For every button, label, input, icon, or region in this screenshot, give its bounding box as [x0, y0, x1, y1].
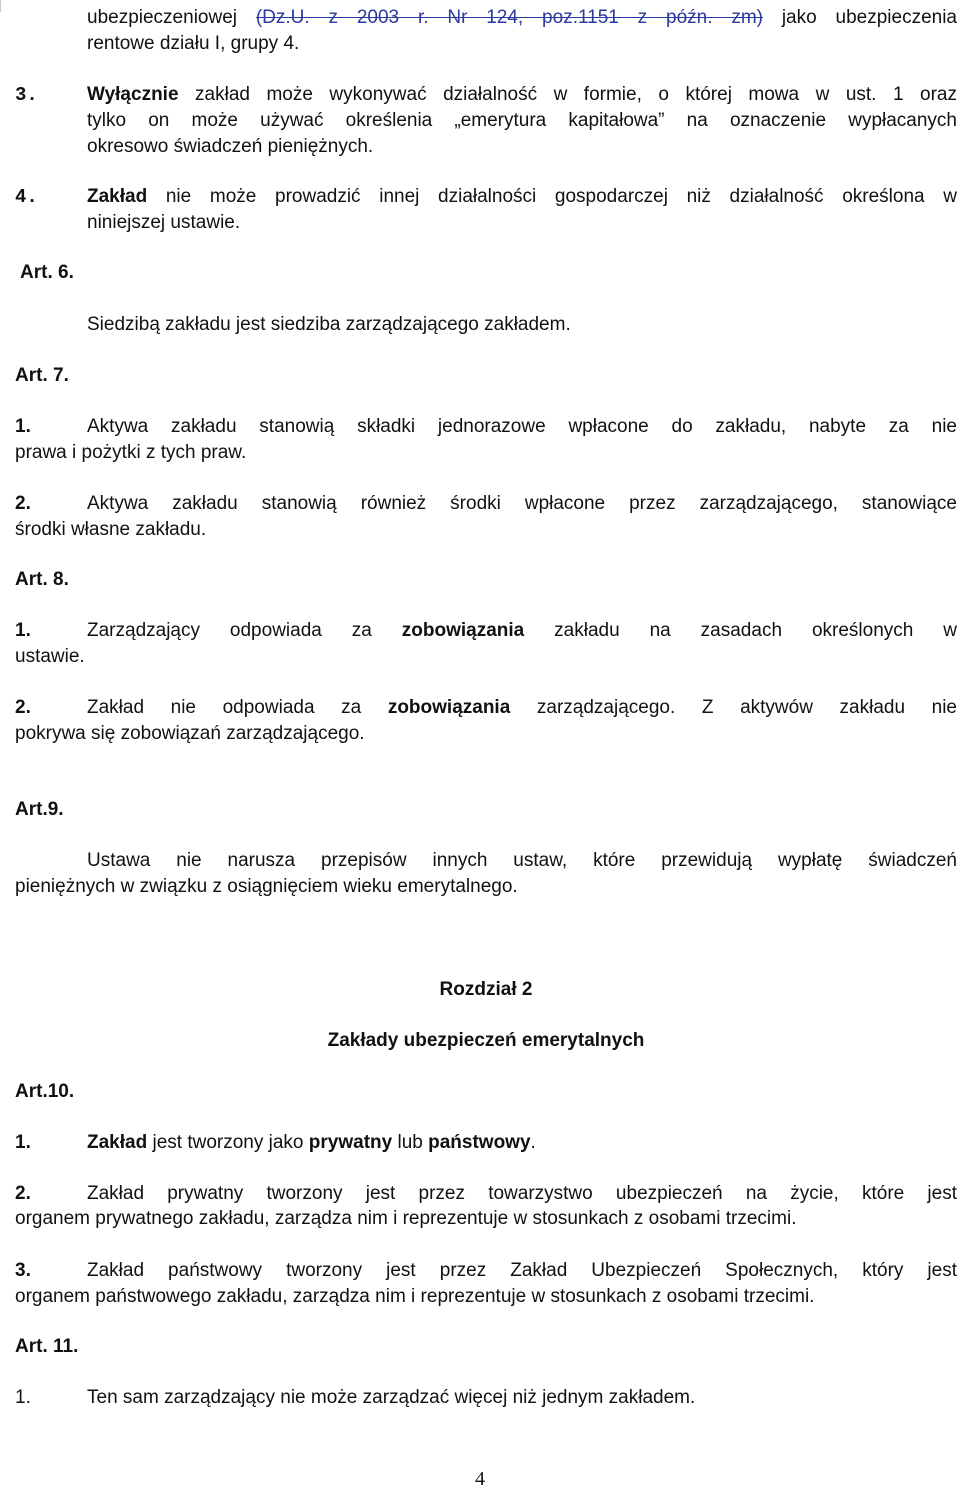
bold-term: zobowiązania — [387, 697, 511, 718]
text: ubezpieczeniowej — [87, 7, 256, 28]
paragraph-line: organem państwowego zakładu, zarządza nim i reprezentuje w stosunkach z osobami trzecimi. — [15, 1286, 815, 1307]
paragraph-line: Ten sam zarządzający nie może zarządzać więcej niż jednym zakładem. — [87, 1387, 696, 1408]
article-heading: Art.9. — [15, 799, 64, 820]
article-heading: Art.10. — [15, 1081, 75, 1102]
item-number: 1. — [15, 1387, 31, 1408]
text: lub — [392, 1132, 429, 1153]
item-number: 2. — [15, 493, 31, 514]
struck-citation: (Dz.U. z 2003 r. Nr 124, poz.1151 z późn. zm) — [255, 7, 763, 28]
item-number: 3. — [15, 1260, 31, 1281]
paragraph-line — [87, 84, 957, 106]
paragraph-line: pieniężnych w związku z osiągnięciem wieku emerytalnego. — [15, 876, 518, 897]
article-heading: Art. 11. — [15, 1336, 79, 1357]
paragraph-line: rentowe działu I, grupy 4. — [87, 33, 300, 54]
text: . — [530, 1132, 536, 1153]
text: Zakład nie odpowiada za — [87, 697, 388, 718]
item-number: 2. — [15, 1183, 31, 1204]
paragraph-line — [87, 697, 957, 719]
text: zakład może wykonywać działalność w formie, o której mowa w ust. 1 oraz — [178, 84, 957, 105]
margin-mark — [0, 0, 1, 12]
paragraph-line: tylko on może używać określenia „emerytura kapitałowa” na oznaczenie wypłacanych — [87, 110, 957, 131]
paragraph-line: środki własne zakładu. — [15, 519, 207, 540]
article-heading: Art. 8. — [15, 569, 69, 590]
item-number: 2. — [15, 697, 31, 718]
item-number: 3. — [15, 84, 38, 106]
paragraph-line — [87, 620, 957, 642]
paragraph-line: pokrywa się zobowiązań zarządzającego. — [15, 723, 365, 744]
paragraph-line: okresowo świadczeń pieniężnych. — [87, 136, 374, 157]
bold-term: zobowiązania — [401, 620, 525, 641]
paragraph-line: Aktywa zakładu stanowią również środki wpłacone przez zarządzającego, stanowiące — [87, 493, 957, 514]
paragraph-line: Zakład prywatny tworzony jest przez towarzystwo ubezpieczeń na życie, które jest — [87, 1183, 957, 1204]
paragraph-line — [87, 186, 957, 208]
text: jako ubezpieczenia — [762, 7, 957, 28]
chapter-heading: Rozdział 2 — [439, 979, 533, 1000]
paragraph-line: Aktywa zakładu stanowią składki jednorazowe wpłacone do zakładu, nabyte za nie — [87, 416, 957, 437]
item-number: 4. — [15, 186, 38, 208]
text: Zarządzający odpowiada za — [87, 620, 402, 641]
paragraph-line: Siedzibą zakładu jest siedziba zarządzającego zakładem. — [87, 314, 571, 335]
paragraph-line: Ustawa nie narusza przepisów innych ustaw, które przewidują wypłatę świadczeń — [87, 850, 957, 871]
text: zakładu na zasadach określonych w — [524, 620, 957, 641]
paragraph-line: prawa i pożytki z tych praw. — [15, 442, 247, 463]
bold-term: Zakład — [87, 186, 148, 207]
text: jest tworzony jako — [147, 1132, 309, 1153]
bold-term: Zakład — [87, 1132, 148, 1153]
paragraph-line: ustawie. — [15, 646, 85, 667]
item-number: 1. — [15, 1132, 31, 1153]
bold-term: Wyłącznie — [87, 84, 179, 105]
bold-term: prywatny — [308, 1132, 393, 1153]
text: zarządzającego. Z aktywów zakładu nie — [510, 697, 958, 718]
article-heading: Art. 6. — [20, 262, 74, 283]
article-heading: Art. 7. — [15, 365, 69, 386]
chapter-title: Zakłady ubezpieczeń emerytalnych — [327, 1030, 645, 1051]
page-number: 4 — [475, 1468, 485, 1490]
bold-term: państwowy — [428, 1132, 531, 1153]
text: nie może prowadzić innej działalności gospodarczej niż działalność określona w — [147, 186, 957, 207]
paragraph-line: niniejszej ustawie. — [87, 212, 241, 233]
item-number: 1. — [15, 620, 31, 641]
paragraph-line — [87, 1132, 536, 1154]
paragraph-line: Zakład państwowy tworzony jest przez Zakład Ubezpieczeń Społecznych, który jest — [87, 1260, 957, 1281]
paragraph-line: organem prywatnego zakładu, zarządza nim i reprezentuje w stosunkach z osobami trzecimi. — [15, 1208, 797, 1229]
item-number: 1. — [15, 416, 31, 437]
paragraph-line — [87, 7, 957, 29]
